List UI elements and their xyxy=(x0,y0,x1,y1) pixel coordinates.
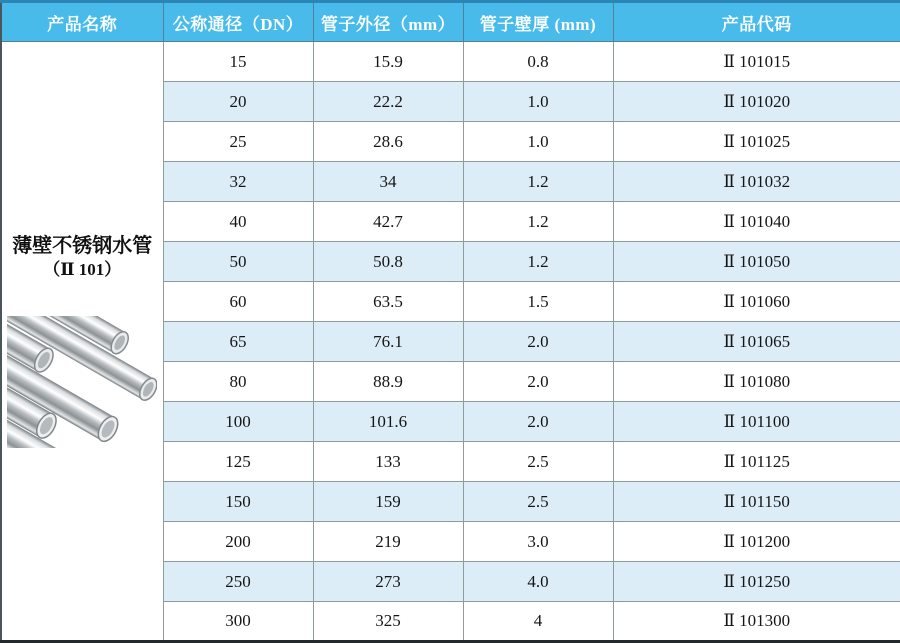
cell-wall: 0.8 xyxy=(463,42,613,82)
header-product-code: 产品代码 xyxy=(613,2,900,42)
cell-wall: 1.5 xyxy=(463,282,613,322)
cell-wall: 3.0 xyxy=(463,522,613,562)
cell-wall: 1.0 xyxy=(463,82,613,122)
cell-dn: 125 xyxy=(163,442,313,482)
cell-code: Ⅱ 101300 xyxy=(613,602,900,642)
cell-code: Ⅱ 101025 xyxy=(613,122,900,162)
cell-dn: 60 xyxy=(163,282,313,322)
cell-dn: 25 xyxy=(163,122,313,162)
pipes-image xyxy=(7,316,157,448)
cell-od: 42.7 xyxy=(313,202,463,242)
cell-code: Ⅱ 101040 xyxy=(613,202,900,242)
table-body xyxy=(1,42,900,642)
cell-wall: 2.0 xyxy=(463,322,613,362)
cell-dn: 50 xyxy=(163,242,313,282)
cell-code: Ⅱ 101080 xyxy=(613,362,900,402)
cell-dn: 80 xyxy=(163,362,313,402)
cell-dn: 15 xyxy=(163,42,313,82)
cell-code: Ⅱ 101200 xyxy=(613,522,900,562)
cell-wall: 1.2 xyxy=(463,242,613,282)
product-model: （Ⅱ 101） xyxy=(43,260,122,280)
cell-wall: 2.0 xyxy=(463,402,613,442)
cell-dn: 200 xyxy=(163,522,313,562)
cell-od: 34 xyxy=(313,162,463,202)
cell-code: Ⅱ 101150 xyxy=(613,482,900,522)
cell-code: Ⅱ 101100 xyxy=(613,402,900,442)
header-nominal-diameter: 公称通径（DN） xyxy=(163,2,313,42)
cell-code: Ⅱ 101250 xyxy=(613,562,900,602)
header-outer-diameter: 管子外径（mm） xyxy=(313,2,463,42)
cell-dn: 65 xyxy=(163,322,313,362)
cell-od: 22.2 xyxy=(313,82,463,122)
cell-wall: 4.0 xyxy=(463,562,613,602)
cell-od: 273 xyxy=(313,562,463,602)
cell-code: Ⅱ 101125 xyxy=(613,442,900,482)
product-cell xyxy=(1,42,163,642)
cell-od: 159 xyxy=(313,482,463,522)
cell-od: 101.6 xyxy=(313,402,463,442)
cell-wall: 2.5 xyxy=(463,482,613,522)
cell-wall: 1.2 xyxy=(463,162,613,202)
cell-dn: 20 xyxy=(163,82,313,122)
cell-od: 219 xyxy=(313,522,463,562)
cell-wall: 2.0 xyxy=(463,362,613,402)
cell-dn: 250 xyxy=(163,562,313,602)
product-photo xyxy=(7,316,157,448)
cell-od: 28.6 xyxy=(313,122,463,162)
cell-code: Ⅱ 101065 xyxy=(613,322,900,362)
cell-dn: 40 xyxy=(163,202,313,242)
cell-od: 15.9 xyxy=(313,42,463,82)
cell-dn: 32 xyxy=(163,162,313,202)
cell-od: 325 xyxy=(313,602,463,642)
product-name: 薄壁不锈钢水管 xyxy=(12,235,153,258)
cell-wall: 2.5 xyxy=(463,442,613,482)
cell-dn: 100 xyxy=(163,402,313,442)
header-product-name: 产品名称 xyxy=(1,2,163,42)
cell-od: 76.1 xyxy=(313,322,463,362)
cell-od: 133 xyxy=(313,442,463,482)
cell-code: Ⅱ 101032 xyxy=(613,162,900,202)
cell-wall: 1.0 xyxy=(463,122,613,162)
cell-code: Ⅱ 101020 xyxy=(613,82,900,122)
cell-od: 88.9 xyxy=(313,362,463,402)
cell-code: Ⅱ 101050 xyxy=(613,242,900,282)
header-row xyxy=(1,2,900,42)
cell-od: 63.5 xyxy=(313,282,463,322)
cell-dn: 150 xyxy=(163,482,313,522)
cell-wall: 1.2 xyxy=(463,202,613,242)
table-row xyxy=(1,42,900,82)
cell-wall: 4 xyxy=(463,602,613,642)
cell-dn: 300 xyxy=(163,602,313,642)
cell-od: 50.8 xyxy=(313,242,463,282)
header-wall-thickness: 管子壁厚 (mm) xyxy=(463,2,613,42)
cell-code: Ⅱ 101060 xyxy=(613,282,900,322)
cell-code: Ⅱ 101015 xyxy=(613,42,900,82)
